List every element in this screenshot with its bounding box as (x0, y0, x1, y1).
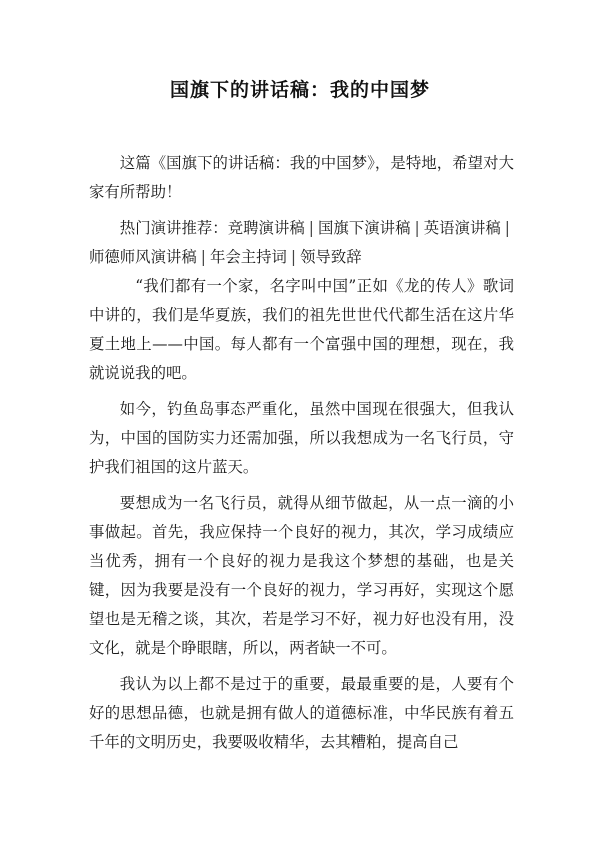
recommend-link-1[interactable]: 竞聘演讲稿 (227, 219, 305, 237)
recommend-link-6[interactable]: 领导致辞 (300, 248, 362, 266)
recommend-link-5[interactable]: 年会主持词 (209, 248, 287, 266)
document-title: 国旗下的讲话稿：我的中国梦 (169, 79, 430, 101)
intro-paragraph: 这篇《国旗下的讲话稿：我的中国梦》，是特地，希望对大家有所帮助！ (89, 154, 514, 201)
separator: | (414, 219, 420, 237)
separator: | (504, 219, 510, 237)
body-paragraph-2: 如今，钓鱼岛事态严重化，虽然中国现在很强大，但我认为，中国的国防实力还需加强，所以我想成为一名飞行员，守护我们祖国的这片蓝天。 (89, 400, 514, 476)
separator: | (308, 219, 314, 237)
separator: | (200, 248, 206, 266)
recommend-link-2[interactable]: 国旗下演讲稿 (317, 219, 411, 237)
recommend-link-3[interactable]: 英语演讲稿 (423, 219, 501, 237)
body-paragraph-3: 要想成为一名飞行员，就得从细节做起，从一点一滴的小事做起。首先，我应保持一个良好的视力，其次，学习成绩应当优秀，拥有一个良好的视力是我这个梦想的基础，也是关键，因为我要是没有一个良好的视力，学习再好，实现这个愿望也是无稽之谈，其次，若是学习不好，视力好也没有用，没文化，就是个睁眼瞎，所以，两者缺一不可。 (89, 494, 514, 657)
recommend-label: 热门演讲推荐： (119, 219, 228, 237)
separator: | (290, 248, 297, 266)
recommend-link-4[interactable]: 师德师风演讲稿 (89, 248, 197, 266)
body-paragraph-1: “我们都有一个家，名字叫中国”正如《龙的传人》歌词中讲的，我们是华夏族，我们的祖先世世代代都生活在这片华夏土地上——中国。每人都有一个富强中国的理想，现在，我就说说我的吧。 (89, 277, 514, 382)
body-paragraph-4: 我认为以上都不是过于的重要，最最重要的是，人要有个好的思想品德，也就是拥有做人的道德标准，中华民族有着五千年的文明历史，我要吸收精华，去其糟粕，提高自己 (89, 675, 514, 751)
document-body (89, 149, 514, 764)
recommend-paragraph (89, 214, 514, 272)
